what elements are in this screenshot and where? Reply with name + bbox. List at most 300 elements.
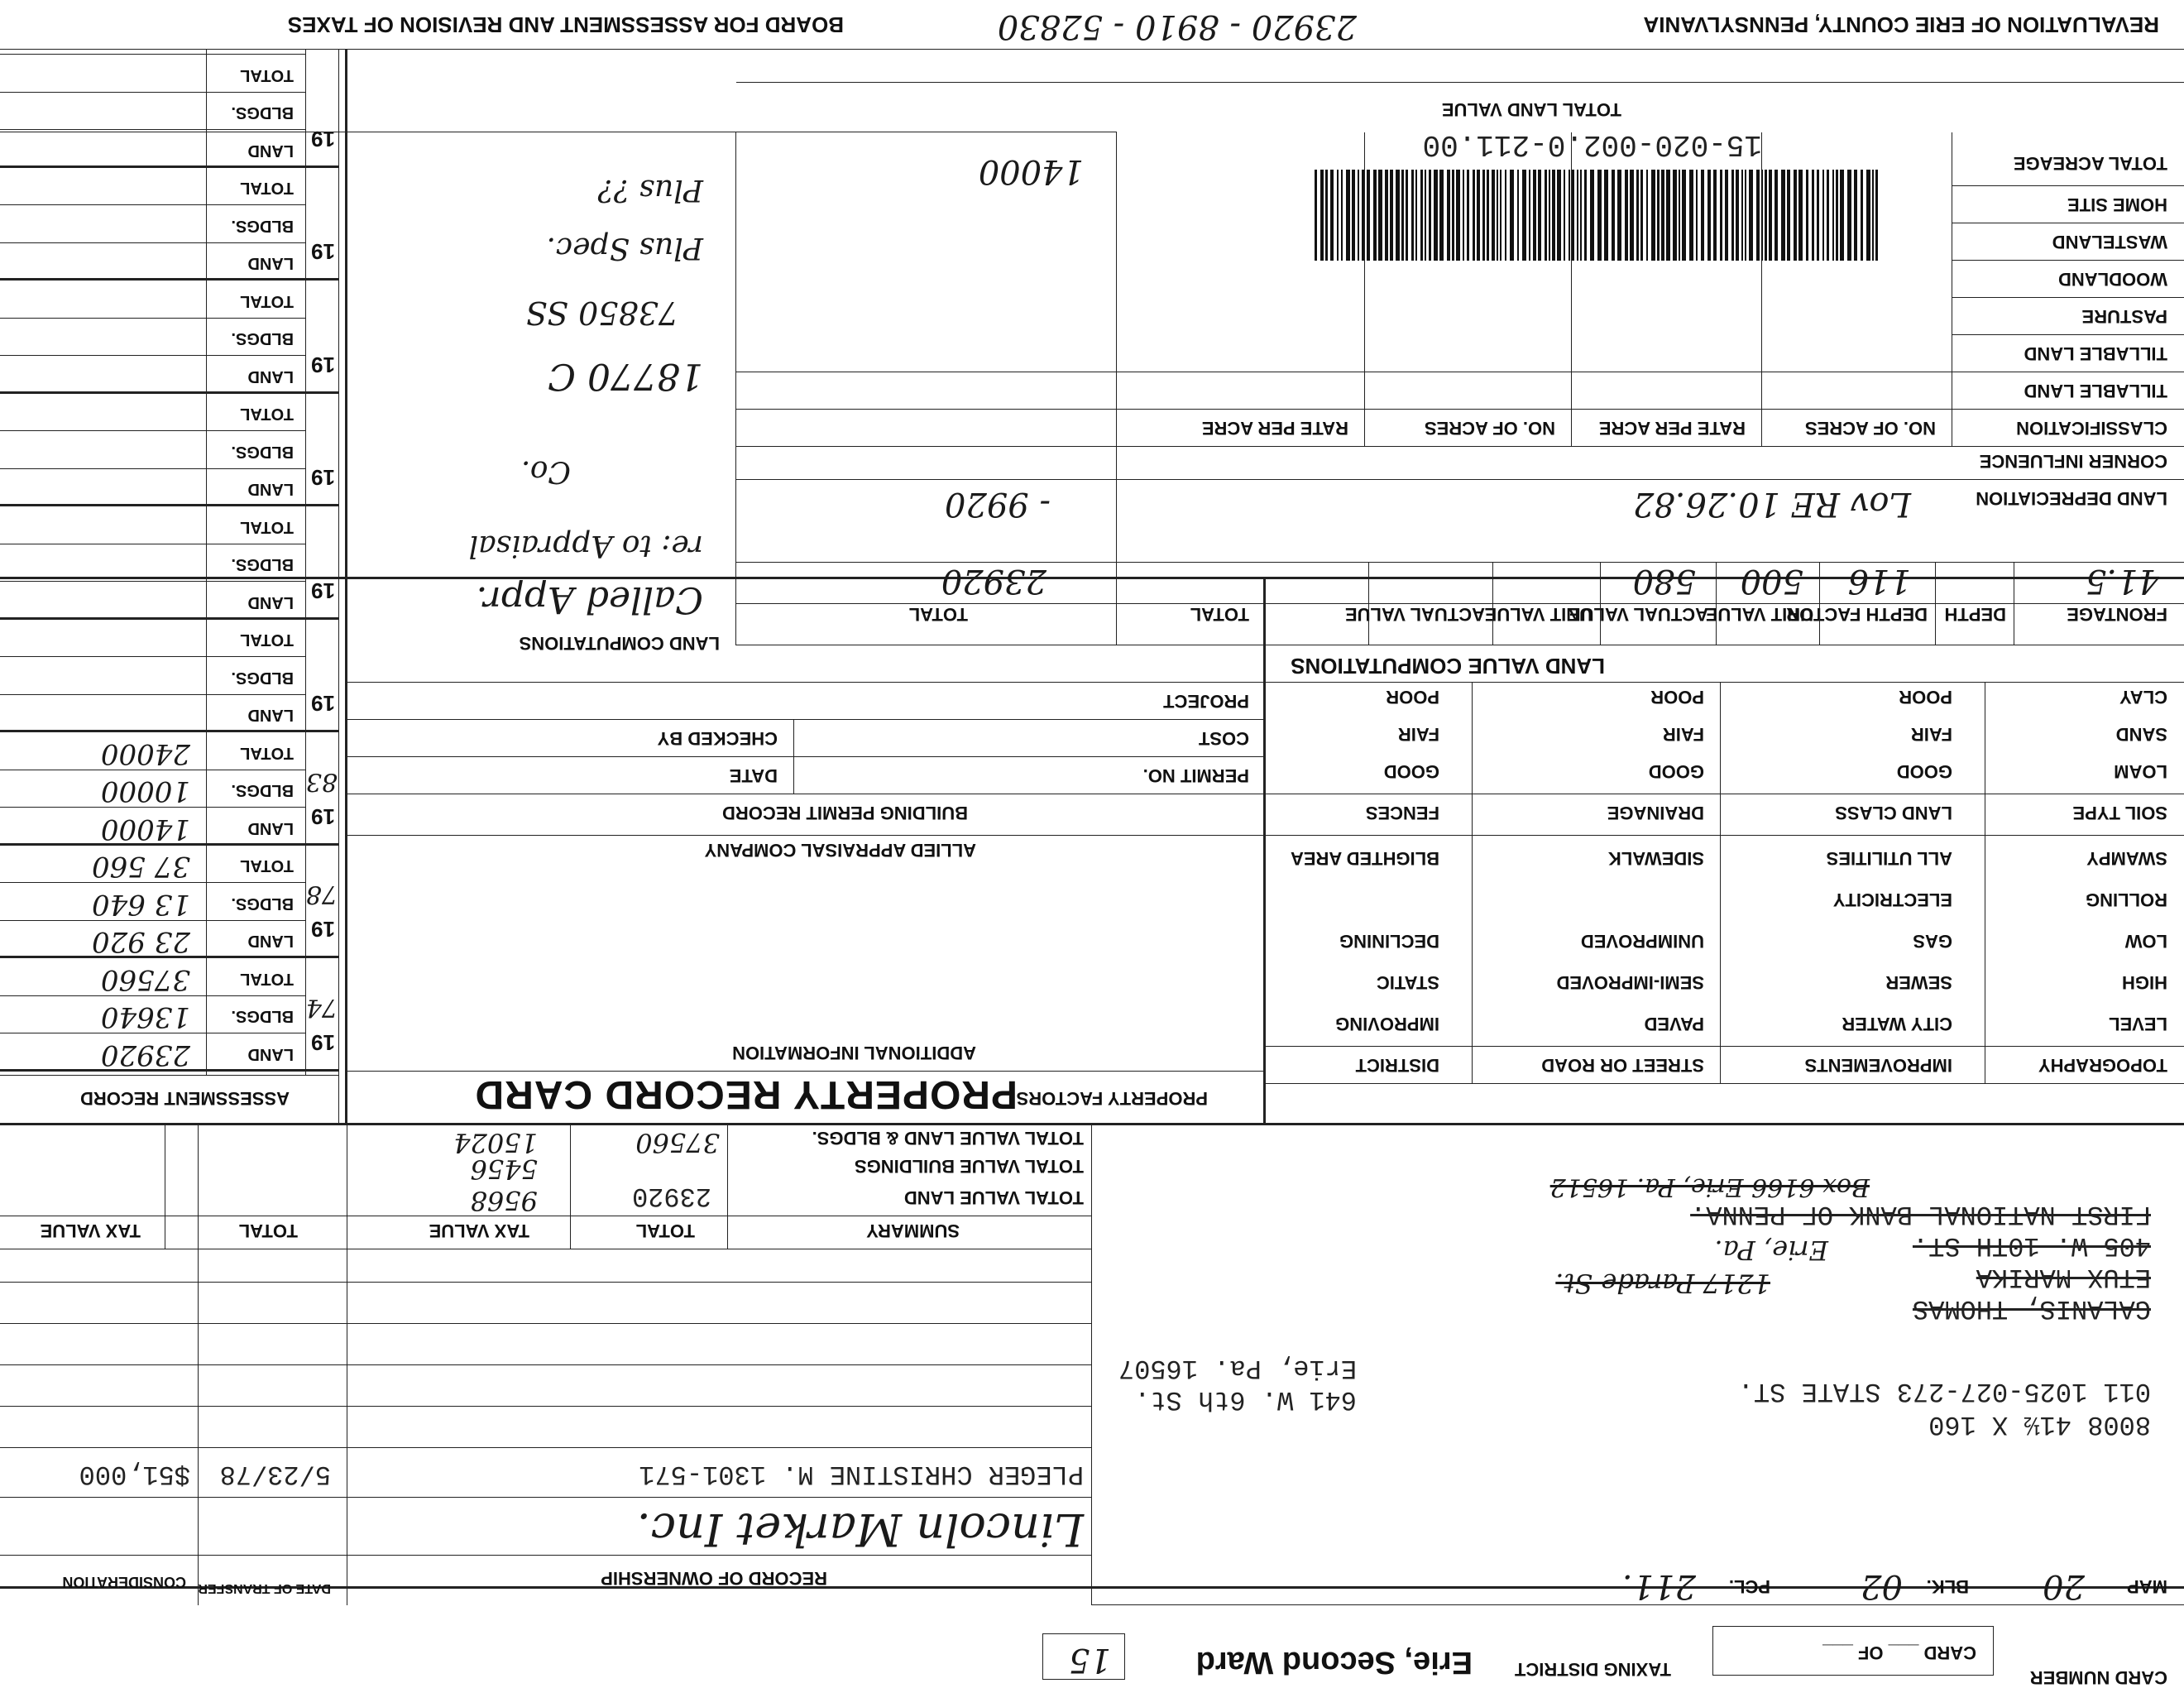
barcode-bar (1590, 170, 1594, 261)
barcode-bar (1390, 170, 1393, 261)
barcode-bar (1806, 170, 1808, 261)
barcode-bar (1720, 170, 1722, 261)
note-3: Co. (520, 454, 571, 488)
owner-hw-3: Box 6166 Erie, Pa. 16512 (1549, 1172, 1870, 1201)
rule (0, 242, 306, 243)
street-sidewalk: SIDEWALK (1607, 848, 1704, 869)
total-land-value: 14000 (978, 152, 1084, 190)
rule (1472, 683, 1473, 1084)
rule (0, 1497, 1092, 1498)
permit-date-label: DATE (729, 765, 778, 786)
barcode-bar (1510, 170, 1514, 261)
barcode-bar (1358, 170, 1359, 261)
assessment-year-prefix: 19 (311, 1030, 335, 1055)
barcode-bar (1866, 170, 1870, 261)
owner-line-1: GALANIS, THOMAS (1912, 1293, 2151, 1324)
barcode-bar (1731, 170, 1734, 261)
assessment-year-prefix: 19 (311, 804, 335, 829)
barcode-bar (1429, 170, 1431, 261)
acre-col-rate-2: RATE PER ACRE (1201, 418, 1348, 439)
assessment-row-label: BLDGS. (231, 669, 294, 687)
rule (736, 603, 2184, 604)
rule (0, 279, 339, 281)
street-paved: PAVED (1644, 1014, 1704, 1034)
soil-header-fences: FENCES (1365, 803, 1439, 823)
rule (0, 657, 306, 658)
district-code: 15 (1069, 1641, 1111, 1679)
rule (1492, 563, 1493, 645)
barcode-bar (1341, 170, 1343, 261)
barcode-bar (1411, 170, 1414, 261)
imp-electricity: ELECTRICITY (1832, 890, 1952, 910)
district-code-box (1042, 1633, 1125, 1680)
map-label: MAP (2127, 1576, 2167, 1597)
barcode-bar (1577, 170, 1578, 261)
acre-row-wasteland: WASTELAND (2052, 232, 2167, 252)
summary-row-land: TOTAL VALUE LAND (903, 1187, 1084, 1208)
barcode-bar (1447, 170, 1450, 261)
address-2: Erie, Pa. 16507 (1118, 1353, 1357, 1383)
pcl-value: 211. (1621, 1567, 1696, 1605)
rule (570, 1125, 571, 1249)
summary-title: SUMMARY (866, 1220, 960, 1241)
additional-info-title: ADDITIONAL INFORMATION (732, 1043, 976, 1063)
barcode-bar (1420, 170, 1423, 261)
assessment-year-prefix: 19 (311, 352, 335, 377)
barcode-bar (1840, 170, 1844, 261)
district-improving: IMPROVING (1335, 1014, 1439, 1034)
barcode-bar (1812, 170, 1814, 261)
street-semi: SEMI-IMPROVED (1556, 972, 1704, 993)
rule (793, 720, 794, 794)
grade-fair-3: FAIR (1397, 724, 1439, 745)
barcode-bar (1497, 170, 1498, 261)
rule (1716, 563, 1717, 645)
acre-col-acres-1: NO. OF ACRES (1804, 418, 1936, 439)
assessment-row-label: TOTAL (240, 631, 294, 650)
barcode-bar (1378, 170, 1382, 261)
consideration-label: CONSIDERATION (62, 1574, 186, 1590)
acre-row-pasture: PASTURE (2081, 306, 2167, 327)
rule (1266, 835, 2184, 836)
imp-all-utilities: ALL UTILITIES (1826, 848, 1952, 869)
taxing-district-label: TAXING DISTRICT (1514, 1659, 1671, 1680)
barcode-bar (1315, 170, 1317, 261)
rule (347, 756, 1266, 757)
soil-clay: CLAY (2119, 687, 2167, 707)
depreciation-note: Lov RE 10.26.82 (1632, 485, 1911, 523)
map-value: 20 (2043, 1567, 2085, 1605)
acre-col-class: CLASSIFICATION (2016, 418, 2167, 439)
assessment-year-prefix: 19 (311, 239, 335, 265)
barcode-bar (1346, 170, 1350, 261)
blk-value: 02 (1861, 1567, 1903, 1605)
grade-poor-3: POOR (1386, 687, 1439, 707)
barcode-bar (1367, 170, 1370, 261)
acre-col-acres-2: NO. OF ACRES (1424, 418, 1555, 439)
barcode-bar (1452, 170, 1454, 261)
corner-influence-label: CORNER INFLUENCE (1979, 451, 2167, 472)
rule (0, 1323, 1092, 1324)
barcode-bar (1545, 170, 1547, 261)
pf-header-district: DISTRICT (1355, 1055, 1439, 1076)
rule (347, 1071, 1266, 1072)
rule (0, 617, 339, 620)
assessment-value: 13640 (100, 1000, 190, 1034)
owner-hw-1: 1217 Parade St. (1555, 1268, 1770, 1299)
pf-header-topography: TOPOGRAPHY (2038, 1055, 2167, 1076)
assessment-row-label: TOTAL (240, 292, 294, 310)
rule (198, 1125, 199, 1605)
barcode-bar (1505, 170, 1506, 261)
barcode-bar (1533, 170, 1536, 261)
barcode-bar (1872, 170, 1874, 261)
assessment-year: 78 (305, 880, 338, 909)
barcode-bar (1569, 170, 1570, 261)
barcode-bar (1761, 170, 1763, 261)
owner-hw-2: Erie, Pa. (1714, 1235, 1828, 1266)
assessment-value: 13 640 (92, 888, 190, 921)
grade-poor-1: POOR (1899, 687, 1952, 707)
assessment-row-label: BLDGS. (231, 329, 294, 348)
barcode-bar (1875, 170, 1878, 261)
parcel-barcode (1315, 161, 1878, 261)
topo-low: LOW (2124, 931, 2167, 952)
summary-land-tax: 9568 (470, 1185, 538, 1216)
owner-line-4: FIRST NATIONAL BANK OF PENNA. (1690, 1199, 2151, 1230)
ownership-title: RECORD OF OWNERSHIP (601, 1568, 827, 1589)
rule (347, 682, 1266, 683)
barcode-bar (1640, 170, 1643, 261)
soil-loam: LOAM (2114, 761, 2167, 782)
assessment-row-label: BLDGS. (231, 781, 294, 800)
topo-rolling: ROLLING (2086, 890, 2167, 910)
assessment-year: 83 (305, 767, 338, 796)
appraisal-company: ALLIED APPRAISAL COMPANY (704, 840, 976, 861)
soil-header-class: LAND CLASS (1835, 803, 1952, 823)
barcode-bar (1798, 170, 1803, 261)
rule (1266, 1083, 2184, 1084)
rule (0, 318, 306, 319)
rule (735, 132, 736, 645)
barcode-bar (1584, 170, 1587, 261)
assessment-row-label: LAND (247, 254, 294, 273)
assessment-row-label: LAND (247, 141, 294, 160)
depreciation-value: - 9920 (944, 485, 1051, 523)
barcode-bar (1473, 170, 1475, 261)
barcode-bar (1736, 170, 1739, 261)
barcode-bar (1817, 170, 1819, 261)
owner-entry-2-name: PLEGER CHRISTINE M. 1301-571 (639, 1459, 1084, 1489)
topo-level: LEVEL (2109, 1014, 2167, 1034)
header-right-title: BOARD FOR ASSESSMENT AND REVISION OF TAXES (287, 12, 844, 37)
rule (1091, 1125, 1092, 1605)
grade-fair-1: FAIR (1910, 724, 1952, 745)
imp-sewer: SEWER (1885, 972, 1952, 993)
rule (736, 479, 2184, 480)
rule (347, 835, 1266, 836)
barcode-bar (1325, 170, 1328, 261)
owner-entry-2-consideration: $51,000 (79, 1459, 190, 1489)
rule (0, 1123, 2184, 1125)
lv-col-unit-value: UNIT VALUE (1705, 604, 1813, 625)
lv-col-unit-value-2: UNIT VALUE (1484, 604, 1592, 625)
rule (736, 409, 2184, 410)
imp-water: CITY WATER (1842, 1014, 1952, 1034)
barcode-bar (1636, 170, 1639, 261)
address-1: 641 W. 6th St. (1134, 1384, 1357, 1415)
summary-col-tax-2: TAX VALUE (40, 1220, 141, 1241)
rule (0, 468, 306, 469)
grade-good-2: GOOD (1648, 761, 1704, 782)
barcode-bar (1385, 170, 1388, 261)
assessment-year-prefix: 19 (311, 127, 335, 151)
card-title: PROPERTY RECORD CARD (474, 1072, 1018, 1116)
lv-depth-factor: 116 (1847, 562, 1911, 600)
barcode-bar (1538, 170, 1541, 261)
assessment-row-label: BLDGS. (231, 443, 294, 461)
rule (1266, 682, 2184, 683)
rule (0, 165, 339, 168)
lv-col-total-1: TOTAL (1190, 604, 1249, 625)
rule (345, 50, 347, 1125)
rule (1952, 260, 2184, 261)
barcode-bar (1617, 170, 1621, 261)
barcode-bar (1827, 170, 1829, 261)
barcode-bar (1679, 170, 1680, 261)
permit-title: BUILDING PERMIT RECORD (722, 803, 968, 823)
rule (1116, 132, 1117, 645)
rule (0, 731, 339, 733)
rule (0, 130, 306, 131)
barcode-bar (1604, 170, 1608, 261)
barcode-bar (1854, 170, 1857, 261)
barcode-bar (1832, 170, 1834, 261)
barcode-bar (1787, 170, 1790, 261)
permit-no-label: PERMIT NO. (1142, 765, 1249, 786)
assessment-row-label: TOTAL (240, 518, 294, 536)
lv-total: 23920 (941, 562, 1046, 600)
acre-row-tillable-2: TILLABLE LAND (2024, 343, 2167, 364)
barcode-bar (1713, 170, 1717, 261)
rule (1952, 334, 2184, 335)
total-land-value-label: TOTAL LAND VALUE (1441, 99, 1621, 120)
barcode-bar (1352, 170, 1355, 261)
imp-gas: GAS (1913, 931, 1952, 952)
barcode-bar (1529, 170, 1530, 261)
assessment-row-label: TOTAL (240, 856, 294, 875)
lv-col-depth: DEPTH (1944, 604, 2006, 625)
summary-col-total-1: TOTAL (635, 1220, 695, 1241)
assessment-row-label: TOTAL (240, 405, 294, 424)
property-factors-title: PROPERTY FACTORS (1016, 1088, 1208, 1109)
assessment-value: 37 560 (92, 850, 190, 884)
rule (0, 49, 2184, 50)
assessment-row-label: LAND (247, 480, 294, 499)
assessment-row-label: BLDGS. (231, 103, 294, 122)
lv-frontage: 41.5 (2085, 562, 2159, 600)
summary-land-total: 23920 (631, 1181, 711, 1211)
assessment-row-label: BLDGS. (231, 1007, 294, 1026)
assessment-row-label: TOTAL (240, 970, 294, 988)
soil-sand: SAND (2115, 724, 2167, 745)
barcode-bar (1401, 170, 1404, 261)
barcode-bar (1482, 170, 1485, 261)
owner-entry-1-name: Lincoln Market Inc. (636, 1503, 1084, 1556)
acre-row-woodland: WOODLAND (2058, 269, 2167, 290)
topo-swampy: SWAMPY (2086, 848, 2167, 869)
barcode-bar (1396, 170, 1400, 261)
rule (0, 391, 339, 394)
note-1: Called Appr. (476, 578, 703, 621)
land-value-title: LAND VALUE COMPUTATIONS (1291, 654, 1605, 679)
barcode-bar (1406, 170, 1408, 261)
barcode-bar (1847, 170, 1851, 261)
assessment-row-label: LAND (247, 367, 294, 386)
barcode-bar (1434, 170, 1438, 261)
assessment-value: 24000 (100, 737, 190, 770)
barcode-bar (1463, 170, 1464, 261)
assessment-year: 74 (305, 993, 338, 1022)
assessment-row-label: LAND (247, 593, 294, 611)
rule (1952, 185, 2184, 186)
summary-total-tax: 15024 (453, 1127, 538, 1158)
rule (0, 356, 306, 357)
assessment-row-label: LAND (247, 819, 294, 837)
barcode-bar (1477, 170, 1480, 261)
parcel-line-1: 011 1025-027-273 STATE ST. (1737, 1376, 2151, 1407)
rule (0, 1075, 339, 1076)
barcode-bar (1666, 170, 1670, 261)
assessment-row-label: LAND (247, 1045, 294, 1063)
assessment-value: 23 920 (92, 925, 190, 959)
barcode-bar (1630, 170, 1634, 261)
barcode-bar (1330, 170, 1334, 261)
barcode-bar (1487, 170, 1489, 261)
barcode-bar (1373, 170, 1377, 261)
soil-header-drainage: DRAINAGE (1607, 803, 1704, 823)
grade-fair-2: FAIR (1662, 724, 1704, 745)
acre-col-rate-1: RATE PER ACRE (1598, 418, 1746, 439)
rule (1720, 683, 1721, 1084)
summary-total-total: 37560 (635, 1127, 720, 1158)
barcode-bar (1557, 170, 1561, 261)
barcode-bar (1725, 170, 1728, 261)
barcode-bar (1781, 170, 1785, 261)
street-unimproved: UNIMPROVED (1580, 931, 1704, 952)
barcode-bar (1689, 170, 1693, 261)
assessment-row-label: TOTAL (240, 66, 294, 84)
barcode-bar (1756, 170, 1760, 261)
district-blighted: BLIGHTED AREA (1290, 848, 1439, 869)
assessment-year-prefix: 19 (311, 917, 335, 942)
barcode-bar (1822, 170, 1824, 261)
permit-checked-label: CHECKED BY (657, 728, 778, 749)
parcel-id: 15-020-002.0-211.00 (1422, 127, 1762, 161)
assessment-year-prefix: 19 (311, 578, 335, 603)
barcode-bar (1707, 170, 1711, 261)
barcode-bar (1661, 170, 1664, 261)
rule (0, 694, 306, 695)
barcode-bar (1625, 170, 1628, 261)
rule (0, 505, 339, 507)
barcode-bar (1836, 170, 1838, 261)
barcode-bar (1657, 170, 1660, 261)
summary-row-bldgs: TOTAL VALUE BUILDINGS (854, 1156, 1084, 1177)
barcode-bar (1522, 170, 1526, 261)
assessment-value: 37560 (100, 963, 190, 996)
barcode-bar (1362, 170, 1364, 261)
barcode-bar (1549, 170, 1550, 261)
barcode-bar (1456, 170, 1460, 261)
blk-label: BLK. (1926, 1576, 1969, 1597)
barcode-bar (1572, 170, 1574, 261)
lv-col-actual-value-2: ACTUAL VALUE (1344, 604, 1485, 625)
rule (347, 719, 1266, 720)
note-4: 18770 C (548, 355, 703, 397)
barcode-bar (1597, 170, 1602, 261)
barcode-bar (1439, 170, 1444, 261)
header-left-title: REVALUATION OF ERIE COUNTY, PENNSYLVANIA (1643, 12, 2159, 37)
barcode-bar (1500, 170, 1502, 261)
rule (0, 1447, 1092, 1448)
rule (1819, 563, 1820, 645)
land-depreciation-label: LAND DEPRECIATION (1976, 488, 2167, 509)
rule (1263, 579, 1266, 1125)
barcode-bar (1467, 170, 1469, 261)
assessment-year-prefix: 19 (311, 465, 335, 491)
barcode-bar (1320, 170, 1324, 261)
district-static: STATIC (1376, 972, 1439, 993)
barcode-bar (1794, 170, 1797, 261)
acre-row-homesite: HOME SITE (2067, 194, 2167, 215)
assessment-row-label: TOTAL (240, 744, 294, 762)
barcode-bar (1769, 170, 1772, 261)
assessment-row-label: TOTAL (240, 179, 294, 198)
barcode-bar (1701, 170, 1704, 261)
pf-header-street: STREET OR ROAD (1541, 1055, 1704, 1076)
lv-unit-value: 500 (1740, 562, 1803, 600)
assessment-row-label: BLDGS. (231, 894, 294, 913)
rule (0, 1282, 1092, 1283)
assessment-row-label: LAND (247, 706, 294, 725)
barcode-bar (1552, 170, 1555, 261)
topo-high: HIGH (2122, 972, 2167, 993)
district-declining: DECLINING (1339, 931, 1439, 952)
barcode-bar (1612, 170, 1615, 261)
assessment-row-label: BLDGS. (231, 555, 294, 574)
card-of-label: CARD ___ OF ___ (1822, 1642, 1976, 1663)
rule (1935, 563, 1936, 645)
barcode-bar (1564, 170, 1565, 261)
barcode-bar (1741, 170, 1743, 261)
lv-actual-value: 580 (1632, 562, 1696, 600)
summary-row-total: TOTAL VALUE LAND & BLDGS. (812, 1128, 1084, 1149)
grade-good-1: GOOD (1896, 761, 1952, 782)
lv-col-frontage: FRONTAGE (2067, 604, 2167, 625)
barcode-bar (1749, 170, 1753, 261)
lv-col-depth-factor: DEPTH FACTOR (1786, 604, 1928, 625)
rule (1600, 563, 1601, 645)
card-number-label: CARD NUMBER (2029, 1667, 2167, 1688)
summary-col-total-2: TOTAL (238, 1220, 298, 1241)
barcode-bar (1415, 170, 1417, 261)
transfer-date-label: DATE OF TRANSFER (198, 1581, 331, 1595)
barcode-bar (1696, 170, 1698, 261)
assessment-row-label: BLDGS. (231, 217, 294, 235)
summary-col-tax-1: TAX VALUE (429, 1220, 529, 1241)
assessment-value: 10000 (100, 774, 190, 808)
